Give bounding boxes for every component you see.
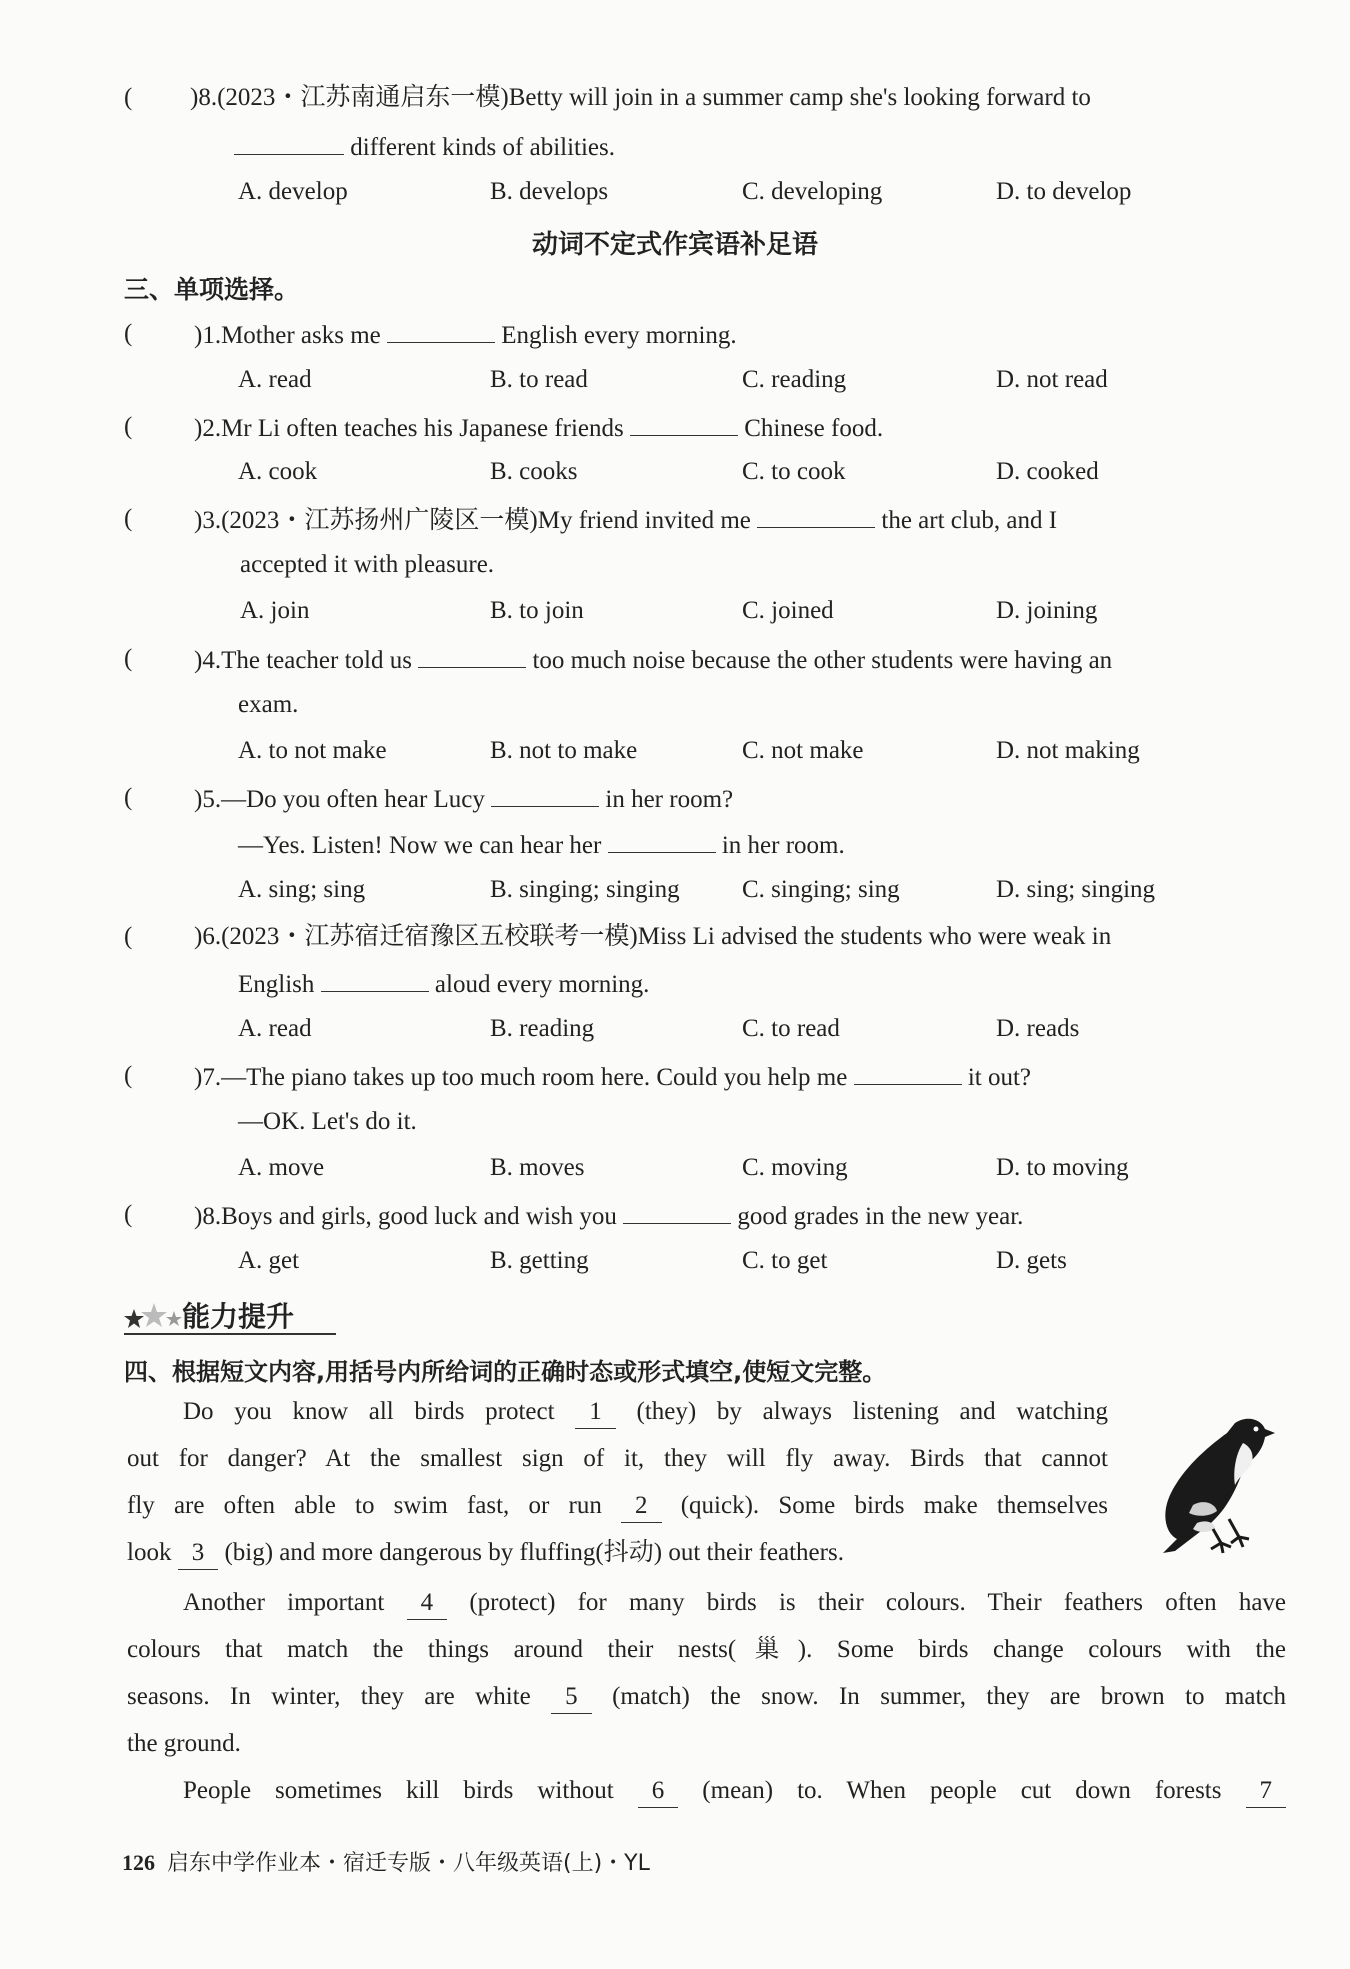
section3-title: 三、单项选择。 <box>124 275 300 304</box>
option-a[interactable]: A. cook <box>238 458 318 485</box>
answer-paren[interactable]: ( <box>124 645 133 672</box>
option-d[interactable]: D. to develop <box>996 178 1132 205</box>
question-5-line2: —Yes. Listen! Now we can hear her in her room. <box>238 828 845 862</box>
option-a[interactable]: A. develop <box>238 178 348 205</box>
answer-blank-6[interactable]: 6 <box>638 1775 679 1808</box>
option-c[interactable]: C. to get <box>742 1247 828 1274</box>
answer-paren[interactable]: ( <box>124 784 133 811</box>
option-a[interactable]: A. move <box>238 1154 325 1181</box>
answer-blank[interactable] <box>608 828 716 853</box>
question-7-line2: —OK. Let's do it. <box>238 1108 417 1135</box>
option-c[interactable]: C. reading <box>742 366 847 393</box>
option-b[interactable]: B. cooks <box>490 458 578 485</box>
page-number: 126 <box>122 1850 155 1875</box>
passage-p2-line2: colours that match the things around their nests(巢). Some birds change colours with the <box>127 1636 1286 1663</box>
option-d[interactable]: D. joining <box>996 597 1098 624</box>
option-a[interactable]: A. read <box>238 1015 312 1042</box>
passage-p3-line1: People sometimes kill birds without 6 (mean) to. When people cut down forests 7 <box>183 1775 1286 1808</box>
answer-paren[interactable]: ( <box>124 413 133 440</box>
question-2: )2.Mr Li often teaches his Japanese friends Chinese food. <box>194 411 883 445</box>
option-b[interactable]: B. reading <box>490 1015 595 1042</box>
answer-blank-1[interactable]: 1 <box>575 1396 616 1429</box>
option-a[interactable]: A. to not make <box>238 737 387 764</box>
option-b[interactable]: B. getting <box>490 1247 589 1274</box>
question-3-line2: accepted it with pleasure. <box>240 551 495 578</box>
answer-blank[interactable] <box>623 1199 731 1224</box>
question-7: )7.—The piano takes up too much room here. Could you help me it out? <box>194 1060 1031 1094</box>
option-a[interactable]: A. sing; sing <box>238 876 366 903</box>
answer-blank[interactable] <box>418 643 526 668</box>
passage-p2-line3: seasons. In winter, they are white 5 (match) the snow. In summer, they are brown to match <box>127 1681 1286 1714</box>
option-b[interactable]: B. to join <box>490 597 584 624</box>
option-d[interactable]: D. reads <box>996 1015 1080 1042</box>
ability-banner <box>124 1295 336 1335</box>
answer-blank-4[interactable]: 4 <box>407 1587 448 1620</box>
answer-paren[interactable]: ( <box>124 505 133 532</box>
option-a[interactable]: A. read <box>238 366 312 393</box>
stars-icon <box>124 1301 190 1333</box>
answer-blank[interactable] <box>630 411 738 436</box>
option-c[interactable]: C. to cook <box>742 458 846 485</box>
option-a[interactable]: A. join <box>240 597 310 624</box>
option-d[interactable]: D. sing; singing <box>996 876 1156 903</box>
option-c[interactable]: C. joined <box>742 597 834 624</box>
answer-paren[interactable]: ( <box>124 320 133 347</box>
option-b[interactable]: B. singing; singing <box>490 876 680 903</box>
question-6-line2: English aloud every morning. <box>238 967 649 1001</box>
passage-p1-line3: fly are often able to swim fast, or run 2 (quick). Some birds make themselves <box>127 1490 1108 1523</box>
answer-paren[interactable]: ( <box>124 1062 133 1089</box>
option-b[interactable]: B. to read <box>490 366 588 393</box>
banner-underline <box>124 1333 336 1335</box>
option-d[interactable]: D. to moving <box>996 1154 1129 1181</box>
question-4: )4.The teacher told us too much noise because the other students were having an <box>194 643 1112 677</box>
ability-banner-label: 能力提升 <box>182 1300 295 1333</box>
answer-paren[interactable]: ( <box>124 923 133 950</box>
answer-blank[interactable] <box>321 967 429 992</box>
answer-blank-2[interactable]: 2 <box>621 1490 662 1523</box>
option-c[interactable]: C. developing <box>742 178 883 205</box>
option-d[interactable]: D. cooked <box>996 458 1099 485</box>
answer-paren[interactable]: ( <box>124 84 133 111</box>
answer-blank[interactable] <box>387 318 495 343</box>
passage-p1-line1: Do you know all birds protect 1 (they) by always listening and watching <box>183 1396 1108 1429</box>
section-heading: 动词不定式作宾语补足语 <box>531 230 818 260</box>
option-a[interactable]: A. get <box>238 1247 300 1274</box>
question-1: )1.Mother asks me English every morning. <box>194 318 737 352</box>
option-c[interactable]: C. not make <box>742 737 864 764</box>
answer-paren[interactable]: ( <box>124 1201 133 1228</box>
option-d[interactable]: D. not read <box>996 366 1108 393</box>
answer-blank[interactable] <box>854 1060 962 1085</box>
option-c[interactable]: C. to read <box>742 1015 840 1042</box>
question-4-line2: exam. <box>238 691 299 718</box>
question-3: )3.(2023・江苏扬州广陵区一模)My friend invited me the art club, and I <box>194 503 1057 537</box>
option-c[interactable]: C. moving <box>742 1154 848 1181</box>
answer-blank-5[interactable]: 5 <box>551 1681 592 1714</box>
book-title: 启东中学作业本・宿迁专版・八年级英语(上)・YL <box>167 1851 650 1876</box>
bird-illustration <box>1135 1393 1285 1563</box>
option-c[interactable]: C. singing; sing <box>742 876 900 903</box>
section4-title: 四、根据短文内容,用括号内所给词的正确时态或形式填空,使短文完整。 <box>124 1358 887 1386</box>
question-8: )8.Boys and girls, good luck and wish you good grades in the new year. <box>194 1199 1023 1233</box>
passage-p1-line4: look 3 (big) and more dangerous by fluffing(抖动) out their feathers. <box>127 1537 1108 1570</box>
option-d[interactable]: D. gets <box>996 1247 1067 1274</box>
question-6: )6.(2023・江苏宿迁宿豫区五校联考一模)Miss Li advised the students who were weak in <box>194 923 1112 950</box>
answer-blank[interactable] <box>757 503 875 528</box>
passage-p2-line1: Another important 4 (protect) for many birds is their colours. Their feathers often have <box>183 1587 1286 1620</box>
passage-p2-line4: the ground. <box>127 1730 241 1757</box>
question-stem-line2: different kinds of abilities. <box>234 130 615 164</box>
answer-blank-7[interactable]: 7 <box>1246 1775 1287 1808</box>
passage-p1-line2: out for danger? At the smallest sign of it, they will fly away. Birds that cannot <box>127 1445 1108 1472</box>
question-stem: )8.(2023・江苏南通启东一模)Betty will join in a summer camp she's looking forward to <box>190 84 1091 111</box>
option-b[interactable]: B. develops <box>490 178 609 205</box>
answer-blank[interactable] <box>234 130 344 155</box>
answer-blank-3[interactable]: 3 <box>178 1537 219 1570</box>
answer-blank[interactable] <box>491 782 599 807</box>
question-5: )5.—Do you often hear Lucy in her room? <box>194 782 733 816</box>
page-footer <box>122 1846 650 1877</box>
option-b[interactable]: B. moves <box>490 1154 585 1181</box>
option-d[interactable]: D. not making <box>996 737 1140 764</box>
option-b[interactable]: B. not to make <box>490 737 638 764</box>
